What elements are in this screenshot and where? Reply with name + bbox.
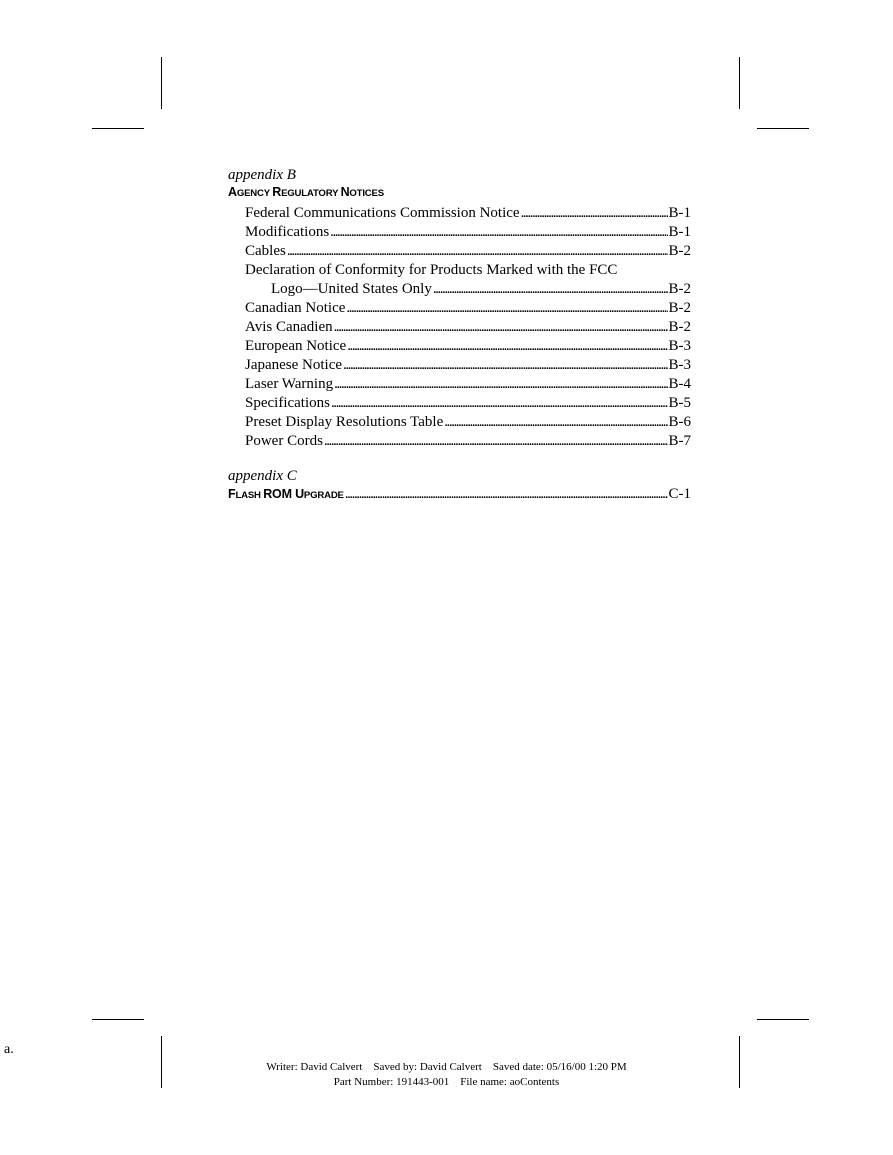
dot-leader <box>334 318 668 337</box>
dot-leader <box>521 204 668 223</box>
crop-mark-bottom-left-horizontal <box>92 1019 144 1020</box>
dot-leader <box>444 413 667 432</box>
toc-entry-japanese-notice[interactable]: Japanese Notice . . . B-3 <box>228 356 691 375</box>
crop-mark-top-left-horizontal <box>92 128 144 129</box>
toc-entry-avis-canadien[interactable]: Avis Canadien . . . B-2 <box>228 318 691 337</box>
margin-mark: a. <box>4 1042 14 1057</box>
dot-leader <box>343 356 667 375</box>
toc-entry-declaration-line2[interactable]: Logo—United States Only . . . B-2 <box>228 280 691 299</box>
dot-leader <box>330 223 667 242</box>
toc-entry-flash-rom-upgrade[interactable]: FLASH ROM UPGRADE . . . C-1 <box>228 485 691 505</box>
dot-leader <box>345 485 668 504</box>
toc-entry-specifications[interactable]: Specifications . . . B-5 <box>228 394 691 413</box>
toc-entry-laser-warning[interactable]: Laser Warning . . . B-4 <box>228 375 691 394</box>
dot-leader <box>346 299 667 318</box>
appendix-b-title: AGENCY REGULATORY NOTICES <box>228 185 384 199</box>
toc-entry-modifications[interactable]: Modifications . . . B-1 <box>228 223 691 242</box>
toc-entry-canadian-notice[interactable]: Canadian Notice . . . B-2 <box>228 299 691 318</box>
dot-leader <box>287 242 668 261</box>
dot-leader <box>433 280 668 299</box>
appendix-c-label: appendix C <box>228 468 297 484</box>
dot-leader <box>331 394 668 413</box>
crop-mark-bottom-right-horizontal <box>757 1019 809 1020</box>
crop-mark-top-right-horizontal <box>757 128 809 129</box>
crop-mark-top-right-vertical <box>739 57 740 109</box>
appendix-c-title: FLASH ROM UPGRADE <box>228 487 344 501</box>
toc-entry-european-notice[interactable]: European Notice . . . B-3 <box>228 337 691 356</box>
section-gap <box>228 451 691 467</box>
footer-line-2: Part Number: 191443-001 File name: aoContents <box>333 1076 560 1088</box>
toc-entry-declaration-line1[interactable]: Declaration of Conformity for Products Marked with the FCC <box>245 262 618 278</box>
dot-leader <box>324 432 668 451</box>
table-of-contents <box>228 166 691 505</box>
footer-line-1: Writer: David Calvert Saved by: David Calvert Saved date: 05/16/00 1:20 PM <box>266 1061 627 1073</box>
toc-entry-preset-display-resolutions[interactable]: Preset Display Resolutions Table . . . B-6 <box>228 413 691 432</box>
toc-entry-power-cords[interactable]: Power Cords . . . B-7 <box>228 432 691 451</box>
dot-leader <box>334 375 667 394</box>
toc-entry-cables[interactable]: Cables . . . B-2 <box>228 242 691 261</box>
dot-leader <box>347 337 667 356</box>
appendix-b-label: appendix B <box>228 167 296 183</box>
toc-entry-fcc-notice[interactable]: Federal Communications Commission Notice . . . B-1 <box>228 204 691 223</box>
crop-mark-top-left-vertical <box>161 57 162 109</box>
